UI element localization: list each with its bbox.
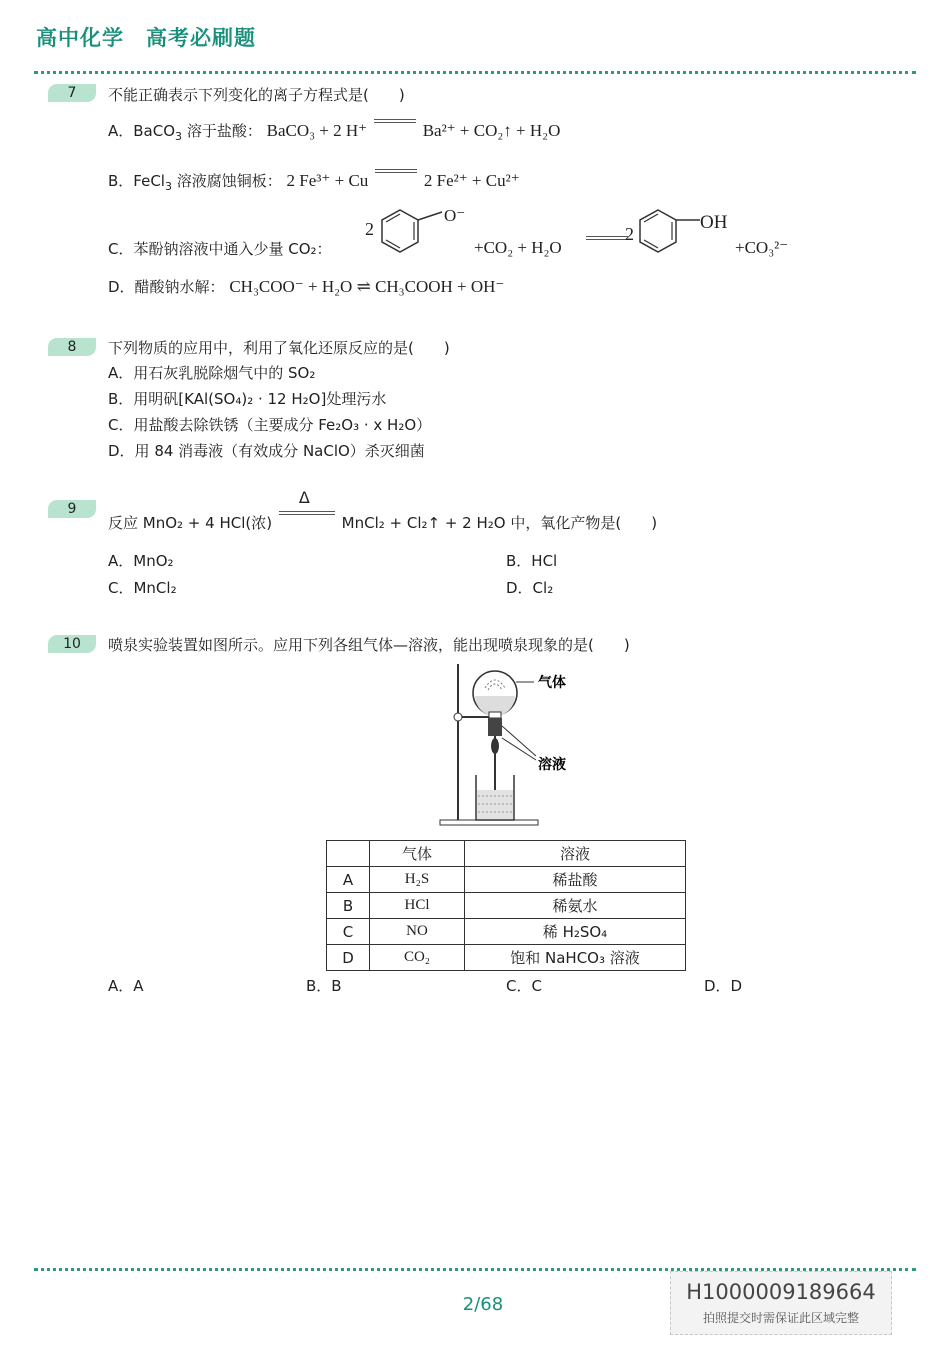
- header-divider: [34, 71, 916, 74]
- question-number-9: 9: [48, 500, 96, 518]
- q7-option-b-text: 溶液腐蚀铜板：: [176, 172, 282, 190]
- q10-option-d: D．D: [704, 977, 743, 995]
- q7-option-b: B．FeCl$_3$ 溶液腐蚀铜板： 2 Fe³⁺ + Cu 2 Fe²⁺ + Cu²⁺: [108, 171, 520, 193]
- table-header-cell: [327, 841, 370, 867]
- table-header-cell: 气体: [370, 841, 465, 867]
- q7-c-coef2: 2: [625, 224, 634, 244]
- table-cell: HCl: [370, 893, 465, 919]
- table-cell: 稀 H₂SO₄: [465, 919, 686, 945]
- table-cell: 饱和 NaHCO₃ 溶液: [465, 945, 686, 971]
- document-id-code: H1000009189664: [686, 1280, 876, 1304]
- page-number: 2/68: [462, 1294, 504, 1315]
- q7-option-b-eq-left: 2 Fe³⁺ + Cu: [286, 171, 369, 190]
- q9-stem-post: MnCl₂ + Cl₂↑ + 2 H₂O 中，氧化产物是( ): [341, 514, 658, 532]
- phenol-ring-icon: [636, 206, 708, 256]
- question-number-7: 7: [48, 84, 96, 102]
- fountain-apparatus-figure: [438, 660, 588, 830]
- equal-sign-icon: [586, 240, 628, 250]
- q9-option-d: D．Cl₂: [506, 579, 554, 597]
- q7-option-b-label: B．FeCl: [108, 172, 165, 190]
- q7-option-b-eq-right: 2 Fe²⁺ + Cu²⁺: [423, 171, 520, 190]
- q7-option-a-eq-right: Ba²⁺ + CO₂↑ + H₂O: [422, 121, 561, 140]
- q9-option-b: B．HCl: [506, 552, 558, 570]
- table-cell: B: [327, 893, 370, 919]
- phenoxide-ring-icon: [378, 206, 450, 256]
- q10-option-c: C．C: [506, 977, 542, 995]
- q7-option-c-label: C．苯酚钠溶液中通入少量 CO₂：: [108, 240, 332, 258]
- q7-option-a-text: 溶于盐酸：: [186, 122, 262, 140]
- table-cell: C: [327, 919, 370, 945]
- q7-c-oh: OH: [700, 212, 728, 233]
- q9-stem-pre: 反应 MnO₂ + 4 HCl(浓): [108, 514, 273, 532]
- table-header-cell: 溶液: [465, 841, 686, 867]
- q7-option-d-eq: CH₃COO⁻ + H₂O ⇌ CH₃COOH + OH⁻: [229, 277, 505, 296]
- figure-label-solution: 溶液: [538, 757, 566, 773]
- document-id-note: 拍照提交时需保证此区域完整: [702, 1311, 859, 1325]
- q7-c-end: +CO₃²⁻: [735, 238, 789, 257]
- q10-gas-solution-table: [326, 840, 686, 971]
- table-row: [327, 867, 686, 893]
- q7-option-a: A．BaCO$_3$ 溶于盐酸： BaCO₃ + 2 H⁺ Ba²⁺ + CO₂↑ + H₂O: [108, 121, 561, 143]
- q7-option-d-label: D．醋酸钠水解：: [108, 278, 225, 296]
- table-cell: 稀盐酸: [465, 867, 686, 893]
- table-row: [327, 893, 686, 919]
- table-cell: D: [327, 945, 370, 971]
- q7-c-coef1: 2: [365, 219, 374, 239]
- table-cell: H₂S: [370, 867, 465, 893]
- equal-sign-icon: [374, 126, 416, 136]
- q7-option-a-eq-left: BaCO₃ + 2 H⁺: [266, 121, 368, 140]
- q8-option-a: A．用石灰乳脱除烟气中的 SO₂: [108, 364, 316, 382]
- table-row: [327, 919, 686, 945]
- question-10-stem: 喷泉实验装置如图所示。应用下列各组气体—溶液，能出现喷泉现象的是( ): [108, 636, 630, 654]
- page-header-title: 高中化学 高考必刷题: [36, 26, 256, 50]
- table-header-row: [327, 841, 686, 867]
- q8-option-d: D．用 84 消毒液（有效成分 NaClO）杀灭细菌: [108, 442, 425, 460]
- table-row: [327, 945, 686, 971]
- question-9-stem: [108, 488, 658, 533]
- question-7-stem: 不能正确表示下列变化的离子方程式是( ): [108, 86, 405, 104]
- q10-option-b: B．B: [306, 977, 342, 995]
- table-cell: NO: [370, 919, 465, 945]
- q7-c-ion: O⁻: [444, 206, 466, 225]
- table-cell: A: [327, 867, 370, 893]
- q9-option-c: C．MnCl₂: [108, 579, 177, 597]
- table-cell: 稀氨水: [465, 893, 686, 919]
- q10-option-a: A．A: [108, 977, 144, 995]
- question-8-stem: 下列物质的应用中，利用了氧化还原反应的是( ): [108, 339, 450, 357]
- q8-option-c: C．用盐酸去除铁锈（主要成分 Fe₂O₃ · x H₂O）: [108, 416, 432, 434]
- q7-option-a-label: A．BaCO: [108, 122, 176, 140]
- heat-equal-sign-icon: [279, 488, 335, 528]
- table-cell: CO₂: [370, 945, 465, 971]
- q9-delta: Δ: [298, 488, 310, 507]
- document-id-box: [670, 1271, 892, 1335]
- equal-sign-icon: [375, 176, 417, 186]
- q7-option-d: [108, 276, 504, 297]
- question-number-10: 10: [48, 635, 96, 653]
- q9-option-a: A．MnO₂: [108, 552, 174, 570]
- q7-c-mid: +CO₂ + H₂O: [474, 238, 562, 257]
- figure-label-gas: 气体: [538, 675, 566, 691]
- question-number-8: 8: [48, 338, 96, 356]
- q8-option-b: B．用明矾[KAl(SO₄)₂ · 12 H₂O]处理污水: [108, 390, 387, 408]
